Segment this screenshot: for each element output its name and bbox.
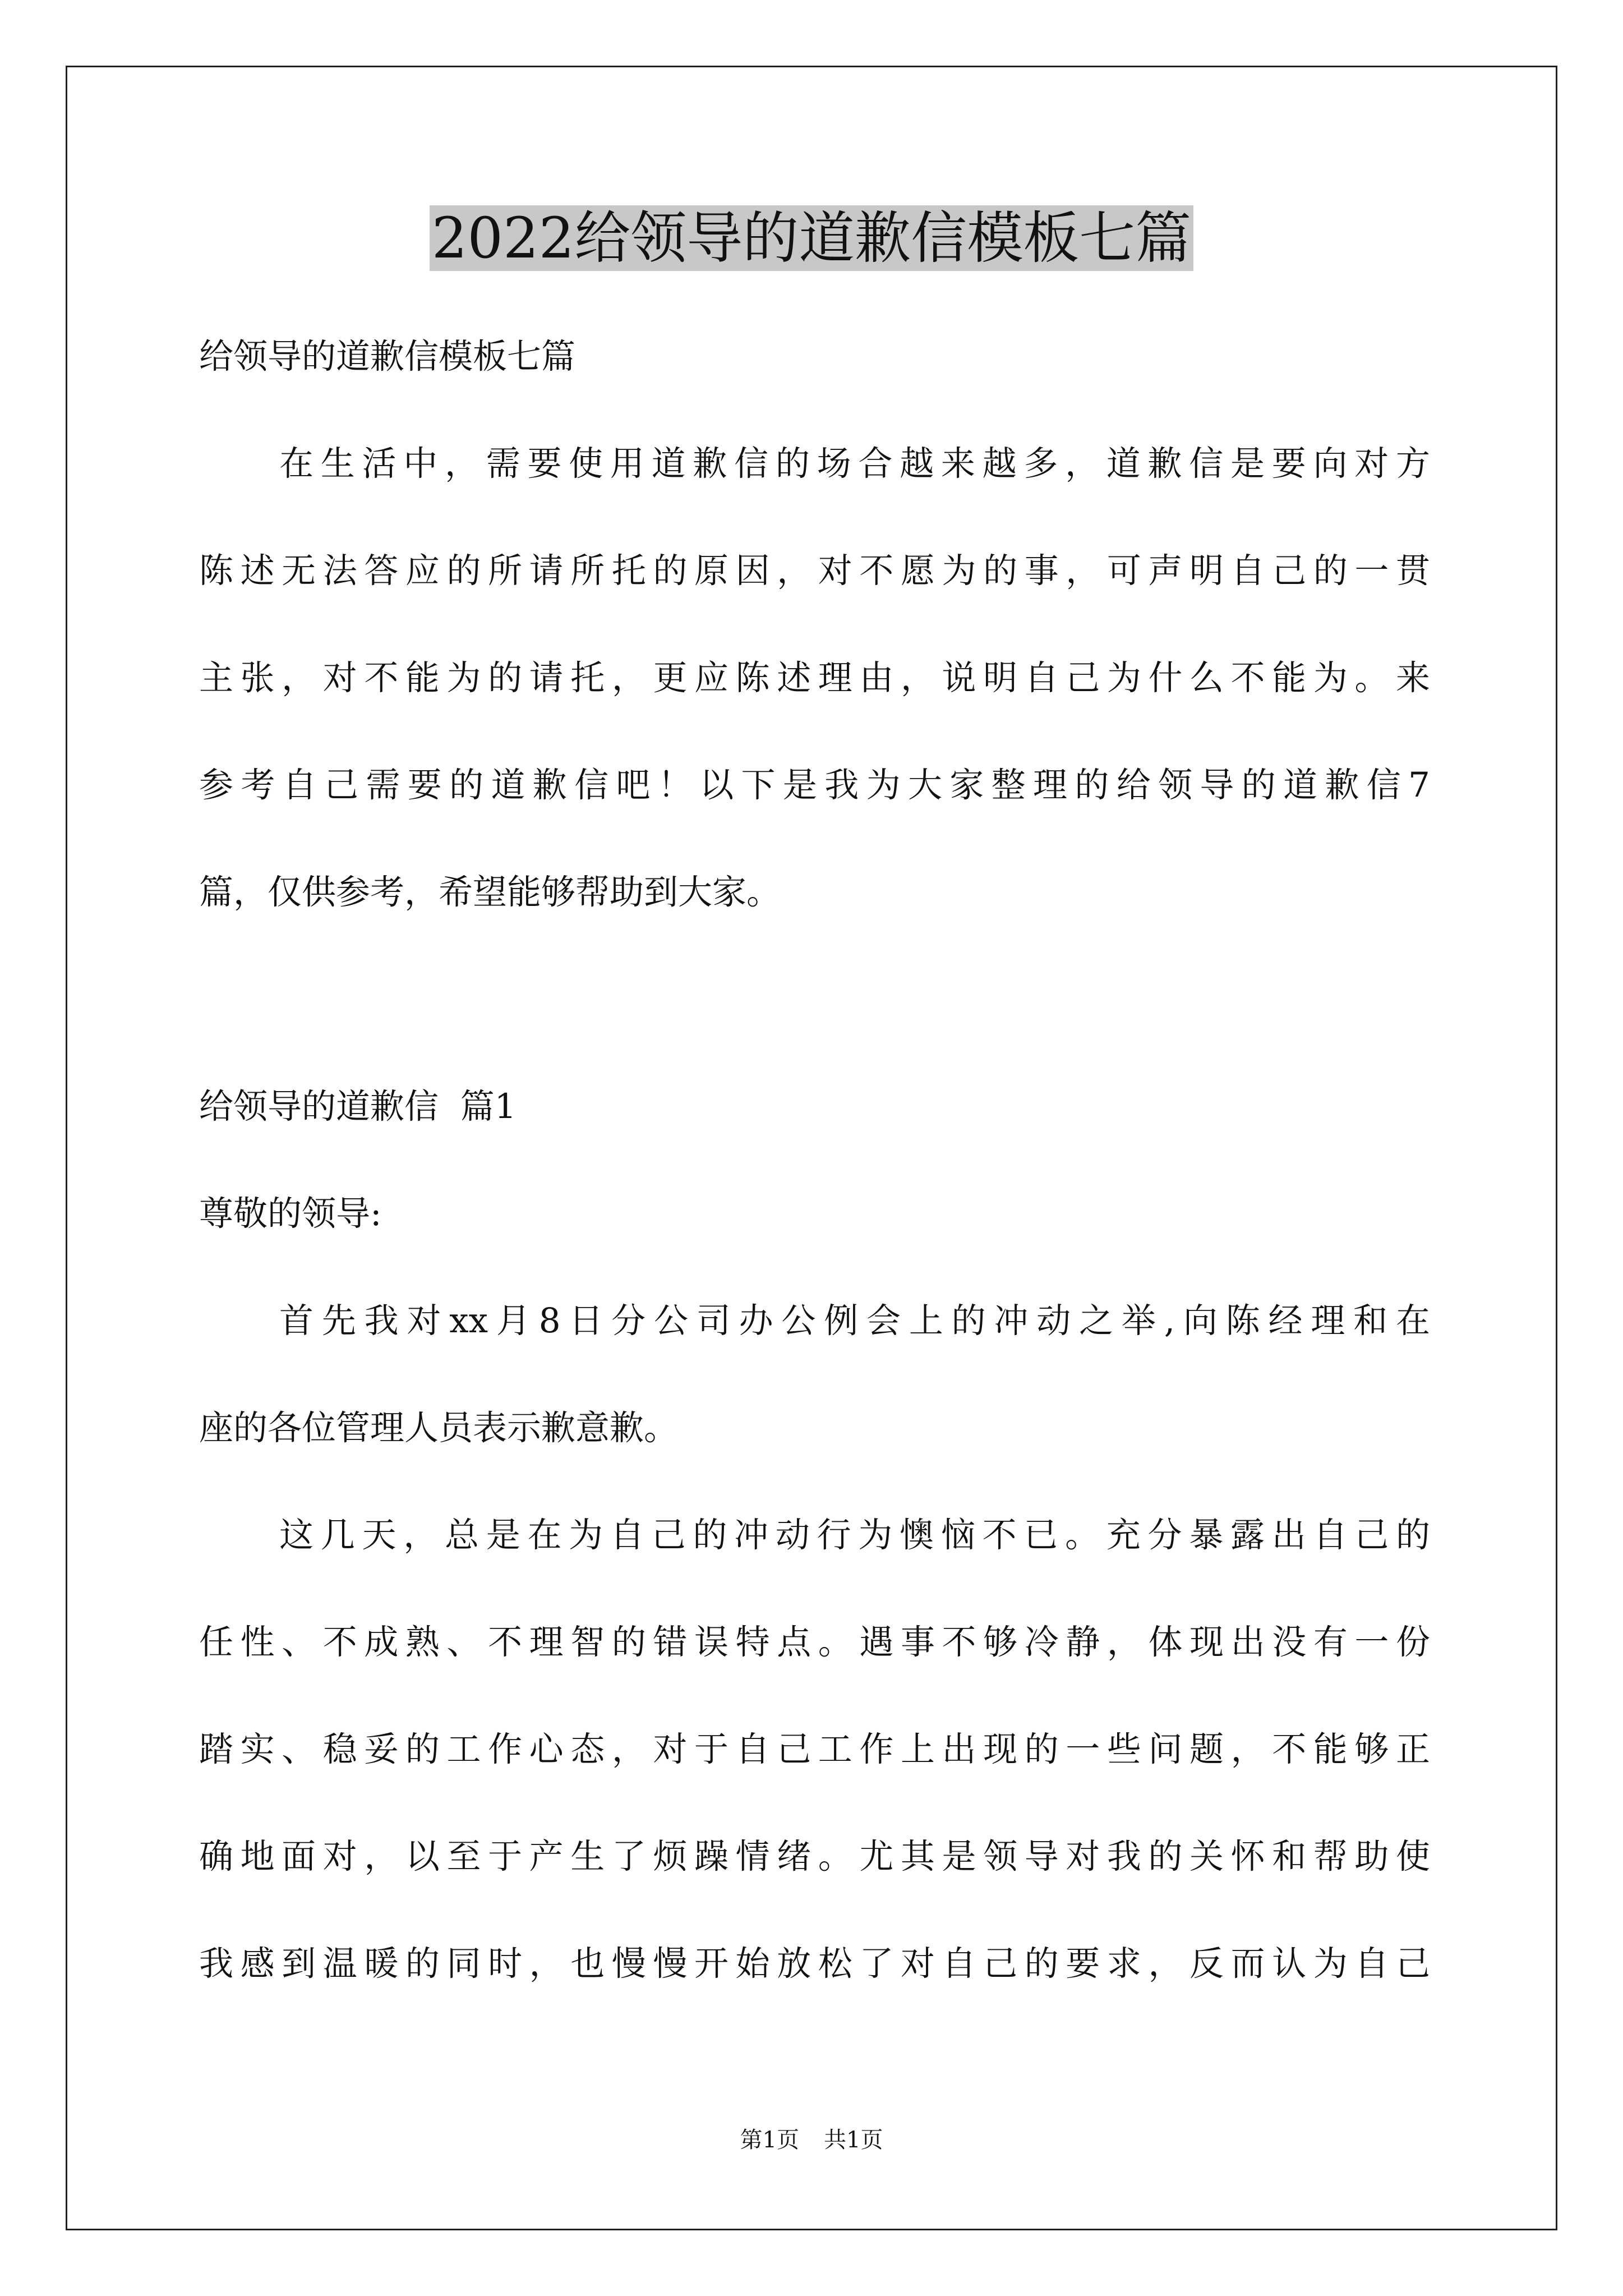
intro-line: 陈述无法答应的所请所托的原因，对不愿为的事，可声明自己的一贯 xyxy=(199,551,1430,591)
document-title xyxy=(0,199,1623,278)
salutation: 尊敬的领导: xyxy=(199,1194,382,1234)
paragraph-line: 踏实、稳妥的工作心态，对于自己工作上出现的一些问题，不能够正 xyxy=(199,1729,1430,1769)
intro-line: 在生活中，需要使用道歉信的场合越来越多，道歉信是要向对方 xyxy=(279,444,1430,484)
subtitle: 给领导的道歉信模板七篇 xyxy=(199,337,576,376)
intro-line: 参考自己需要的道歉信吧！以下是我为大家整理的给领导的道歉信7 xyxy=(199,765,1430,805)
document-title-text: 2022给领导的道歉信模板七篇 xyxy=(430,205,1194,271)
document-body xyxy=(199,303,1430,2017)
page-number: 第1页 xyxy=(740,2127,799,2153)
page-total: 共1页 xyxy=(824,2127,883,2153)
paragraph-line: 我感到温暖的同时，也慢慢开始放松了对自己的要求，反而认为自己 xyxy=(199,1944,1430,1984)
page-footer xyxy=(0,2123,1623,2157)
paragraph-line: 座的各位管理人员表示歉意歉。 xyxy=(199,1408,679,1448)
intro-line: 篇，仅供参考，希望能够帮助到大家。 xyxy=(199,872,781,912)
paragraph-gap xyxy=(199,946,1430,1053)
paragraph-line: 这几天，总是在为自己的冲动行为懊恼不已。充分暴露出自己的 xyxy=(279,1515,1430,1555)
section-heading: 给领导的道歉信 篇1 xyxy=(199,1087,517,1126)
intro-line: 主张，对不能为的请托，更应陈述理由，说明自己为什么不能为。来 xyxy=(199,658,1430,698)
paragraph-line: 任性、不成熟、不理智的错误特点。遇事不够冷静，体现出没有一份 xyxy=(199,1622,1430,1662)
paragraph-line: 首先我对xx月8日分公司办公例会上的冲动之举,向陈经理和在 xyxy=(279,1301,1430,1341)
paragraph-line: 确地面对，以至于产生了烦躁情绪。尤其是领导对我的关怀和帮助使 xyxy=(199,1837,1430,1876)
